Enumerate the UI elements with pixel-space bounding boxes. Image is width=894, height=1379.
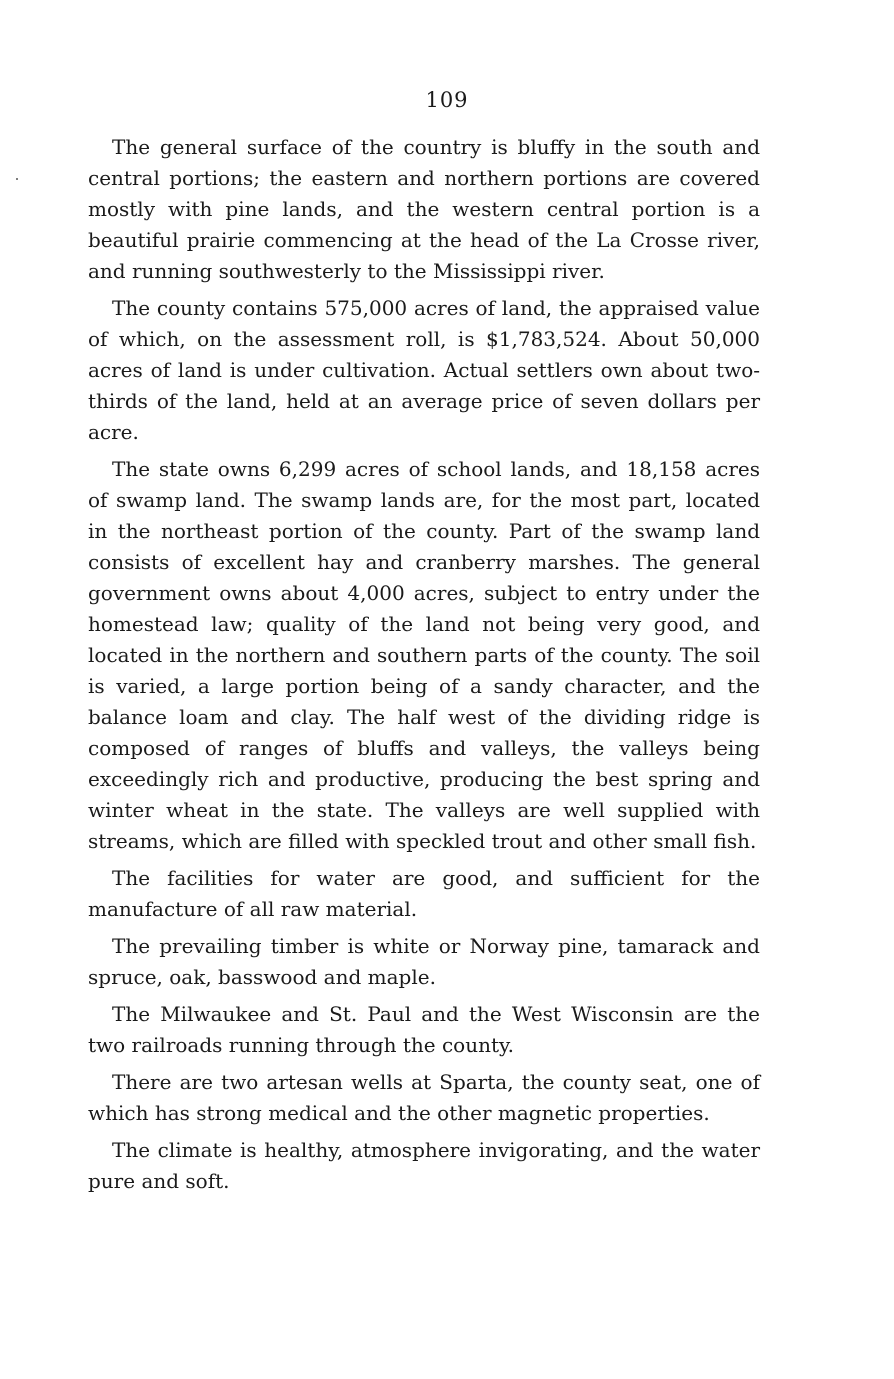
paragraph-timber: The prevailing timber is white or Norway pine, tamarack and spruce, oak, basswood and maple.	[88, 934, 760, 989]
paragraph-acreage: The county contains 575,000 acres of land, the appraised value of which, on the assessment roll, is $1,783,524. About 50,000 acres of land is under cultivation. Actual settlers own about two-thirds of the land, held at an average price of seven dollars per acre.	[88, 296, 760, 444]
paragraph-water: The facilities for water are good, and sufficient for the manufacture of all raw material.	[88, 866, 760, 921]
stray-ink-mark	[16, 178, 18, 180]
paragraph-wells: There are two artesan wells at Sparta, the county seat, one of which has strong medical and the other magnetic properties.	[88, 1070, 760, 1125]
paragraph-climate: The climate is healthy, atmosphere invigorating, and the water pure and soft.	[88, 1138, 760, 1193]
paragraph-railroads: The Milwaukee and St. Paul and the West Wisconsin are the two railroads running through the county.	[88, 1002, 760, 1057]
body-text	[88, 132, 760, 1203]
paragraph-surface: The general surface of the country is bluffy in the south and central portions; the eastern and northern portions are covered mostly with pine lands, and the western central portion is a beautiful prairie commencing at the head of the La Crosse river, and running southwesterly to the Mississippi river.	[88, 135, 760, 283]
page-number: 109	[425, 88, 469, 112]
paragraph-state-lands: The state owns 6,299 acres of school lands, and 18,158 acres of swamp land. The swamp lands are, for the most part, located in the northeast portion of the county. Part of the swamp land consists of excellent hay and cranberry marshes. The general government owns about 4,000 acres, subject to entry under the homestead law; quality of the land not being very good, and located in the northern and southern parts of the county. The soil is varied, a large portion being of a sandy character, and the balance loam and clay. The half west of the dividing ridge is composed of ranges of bluffs and valleys, the valleys being exceedingly rich and productive, producing the best spring and winter wheat in the state. The valleys are well supplied with streams, which are filled with speckled trout and other small fish.	[88, 457, 760, 853]
